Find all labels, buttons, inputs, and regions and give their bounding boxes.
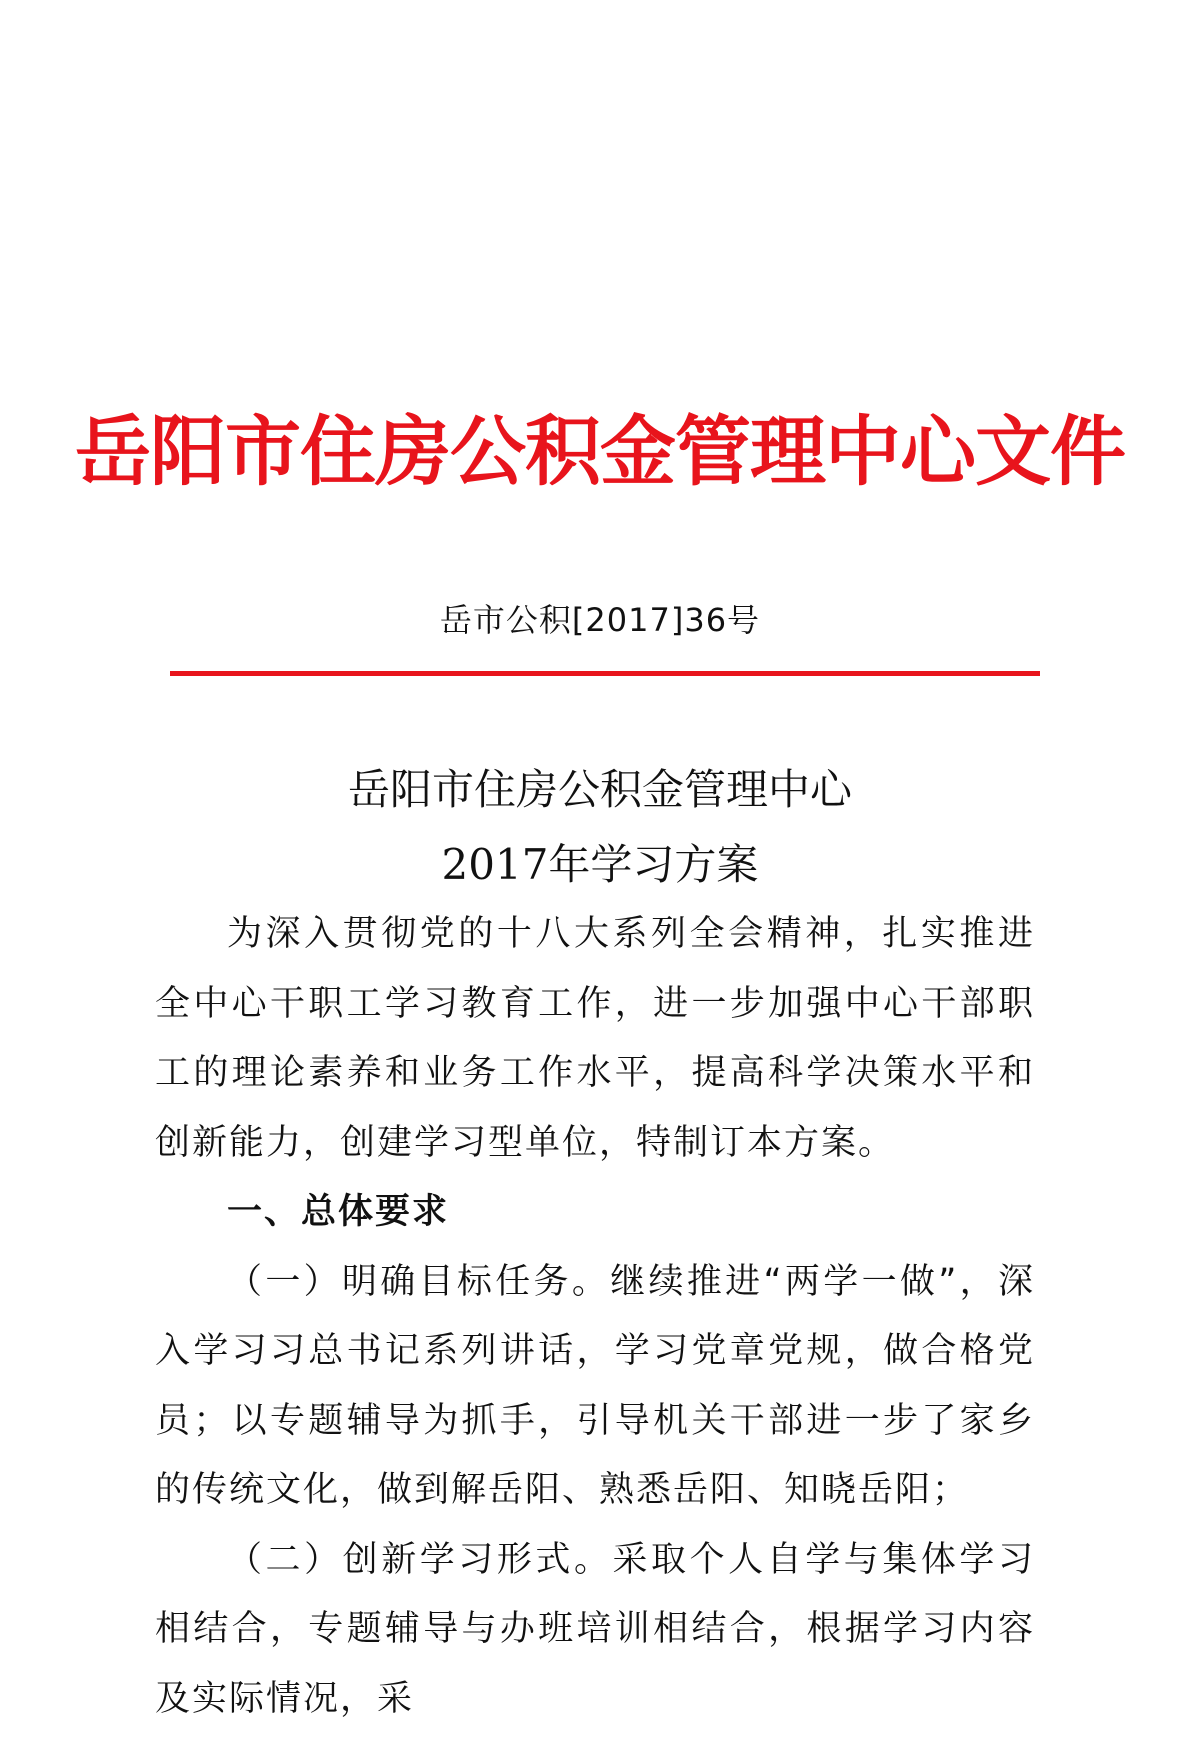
document-title-line-1: 岳阳市住房公积金管理中心 — [347, 765, 852, 814]
document-number: 岳市公积[2017]36号 — [439, 601, 761, 639]
document-title-line-2: 2017年学习方案 — [441, 840, 759, 889]
section-heading: 一、总体要求 — [227, 1192, 450, 1232]
masthead-title: 岳阳市住房公积金管理中心文件 — [75, 407, 1125, 496]
paragraph-item-1: （一）明确目标任务。继续推进“两学一做”，深入学习习总书记系列讲话，学习党章党规，做合格党员；以专题辅导为抓手，引导机关干部进一步了家乡的传统文化，做到解岳阳、熟悉岳阳、知晓岳阳； — [155, 1261, 1035, 1510]
paragraph-item-2: （二）创新学习形式。采取个人自学与集体学习相结合，专题辅导与办班培训相结合，根据学习内容及实际情况，采 — [155, 1539, 1035, 1719]
document-body — [155, 900, 1035, 1734]
intro-paragraph: 为深入贯彻党的十八大系列全会精神，扎实推进全中心干职工学习教育工作，进一步加强中心干部职工的理论素养和业务工作水平，提高科学决策水平和创新能力，创建学习型单位，特制订本方案。 — [155, 914, 1035, 1163]
red-divider-line — [170, 671, 1040, 676]
